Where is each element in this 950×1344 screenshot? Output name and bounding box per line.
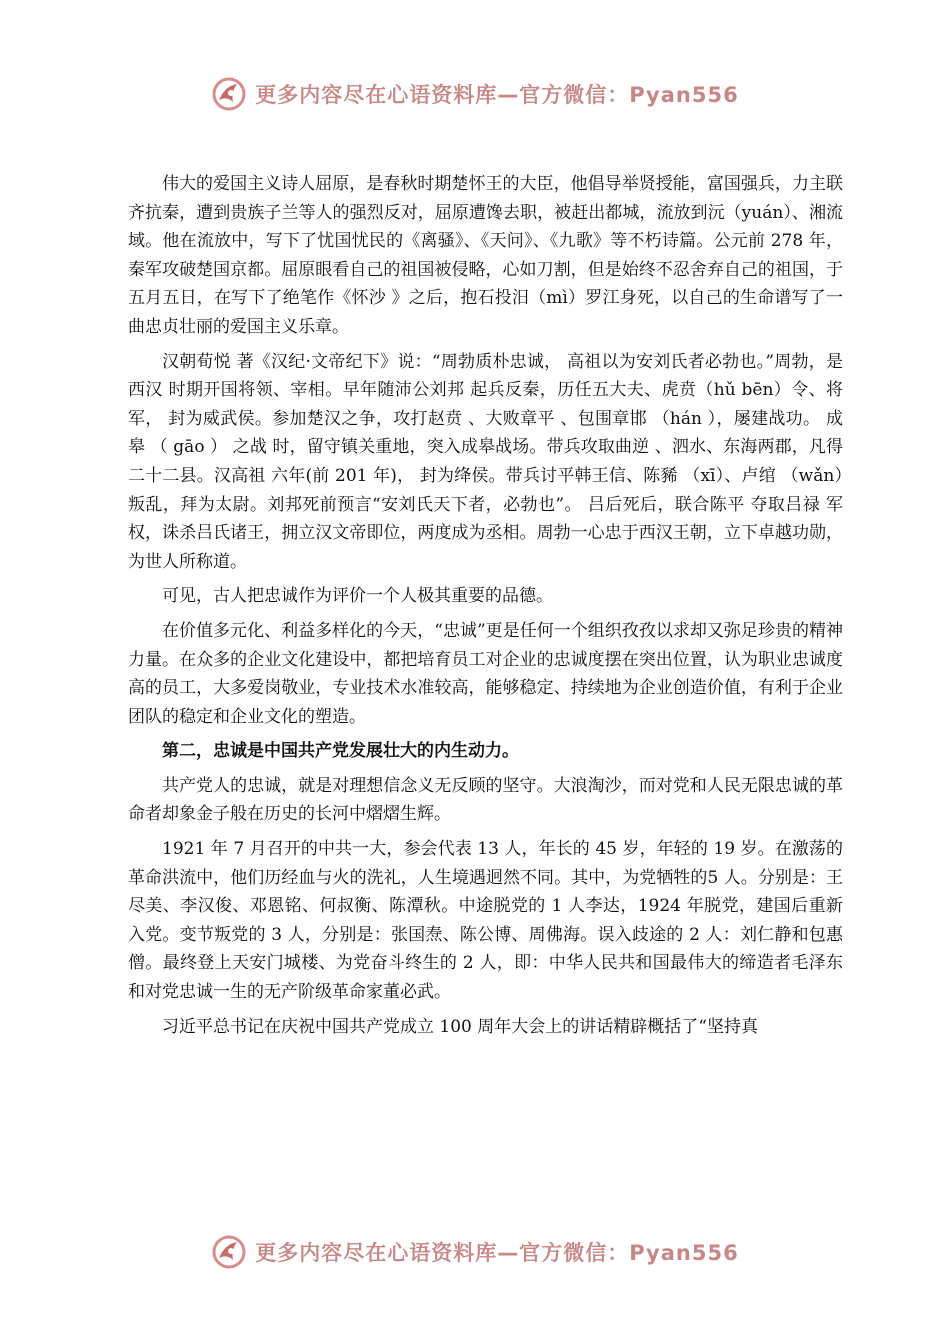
paragraph-conclusion: 可见，古人把忠诚作为评价一个人极其重要的品德。 <box>162 586 553 607</box>
section-heading-second: 第二，忠诚是中国共产党发展壮大的内生动力。 <box>162 741 519 762</box>
paragraph-zhoubo: 汉朝荀悦 著《汉纪·文帝纪下》说：“周勃质朴忠诚， 高祖以为安刘氏者必勃也。”周勃，是西汉 时期开国将领、宰相。早年随沛公刘邦 起兵反秦，历任五大夫、虎贲（hǔ bēn）令、将军， 封为威武侯。参加楚汉之争，攻打赵贲 、大败章平 、包围章邯 （hán ），屡建战功。 成皋 （ gāo ） 之战 时，留守镇关重地，突入成皋战场。带兵攻取曲逆 、泗水、东海两郡，凡得二十二县。汉高祖 六年(前 201 年)， 封为绛侯。带兵讨平韩王信、陈豨 （xī）、卢绾 （wǎn）叛乱，拜为太尉。刘邦死前预言“安刘氏天下者，必勃也”。 吕后死后，联合陈平 夺取吕禄 军权，诛杀吕氏诸王，拥立汉文帝即位，两度成为丞相。周勃一心忠于西汉王朝，立下卓越功勋，为世人所称道。 <box>128 351 843 572</box>
header-banner-text: 更多内容尽在心语资料库—官方微信：Pyan556 <box>255 83 739 107</box>
header-banner <box>0 72 950 116</box>
footer-banner-text: 更多内容尽在心语资料库—官方微信：Pyan556 <box>255 1241 739 1265</box>
paragraph-xi-speech: 习近平总书记在庆祝中国共产党成立 100 周年大会上的讲话精辟概括了“坚持真 <box>162 1016 758 1037</box>
paragraph-party-loyalty: 共产党人的忠诚，就是对理想信念义无反顾的坚守。大浪淘沙，而对党和人民无限忠诚的革命者却象金子般在历史的长河中熠熠生辉。 <box>128 775 843 825</box>
red-circle-logo-icon <box>211 76 247 112</box>
red-circle-logo-icon <box>211 1234 247 1270</box>
paragraph-first-congress: 1921 年 7 月召开的中共一大，参会代表 13 人，年长的 45 岁，年轻的 19 岁。在激荡的革命洪流中，他们历经血与火的洗礼，人生境遇迥然不同。其中，为党牺牲的5 人。分别是：王尽美、李汉俊、邓恩铭、何叔衡、陈潭秋。中途脱党的 1 人李达，1924 年脱党，建国后重新入党。变节叛党的 3 人，分别是：张国焘、陈公博、周佛海。误入歧途的 2 人：刘仁静和包惠僧。最终登上天安门城楼、为党奋斗终生的 2 人，即：中华人民共和国最伟大的缔造者毛泽东和对党忠诚一生的无产阶级革命家董必武。 <box>128 839 843 1003</box>
paragraph-enterprise: 在价值多元化、利益多样化的今天，“忠诚”更是任何一个组织孜孜以求却又弥足珍贵的精神力量。在众多的企业文化建设中，都把培育员工对企业的忠诚度摆在突出位置，认为职业忠诚度高的员工，大多爱岗敬业，专业技术水准较高，能够稳定、持续地为企业创造价值，有利于企业团队的稳定和企业文化的塑造。 <box>128 620 843 727</box>
document-body <box>128 170 843 1047</box>
paragraph-quyuan: 伟大的爱国主义诗人屈原，是春秋时期楚怀王的大臣，他倡导举贤授能，富国强兵，力主联齐抗秦，遭到贵族子兰等人的强烈反对，屈原遭馋去职，被赶出都城，流放到沅（yuán）、湘流域。他在流放中，写下了忧国忧民的《离骚》、《天问》、《九歌》等不朽诗篇。公元前 278 年，秦军攻破楚国京都。屈原眼看自己的祖国被侵略，心如刀割，但是始终不忍舍弃自己的祖国，于五月五日，在写下了绝笔作《怀沙 》之后，抱石投汨（mì）罗江身死，以自己的生命谱写了一曲忠贞壮丽的爱国主义乐章。 <box>128 174 843 337</box>
footer-banner <box>0 1230 950 1274</box>
